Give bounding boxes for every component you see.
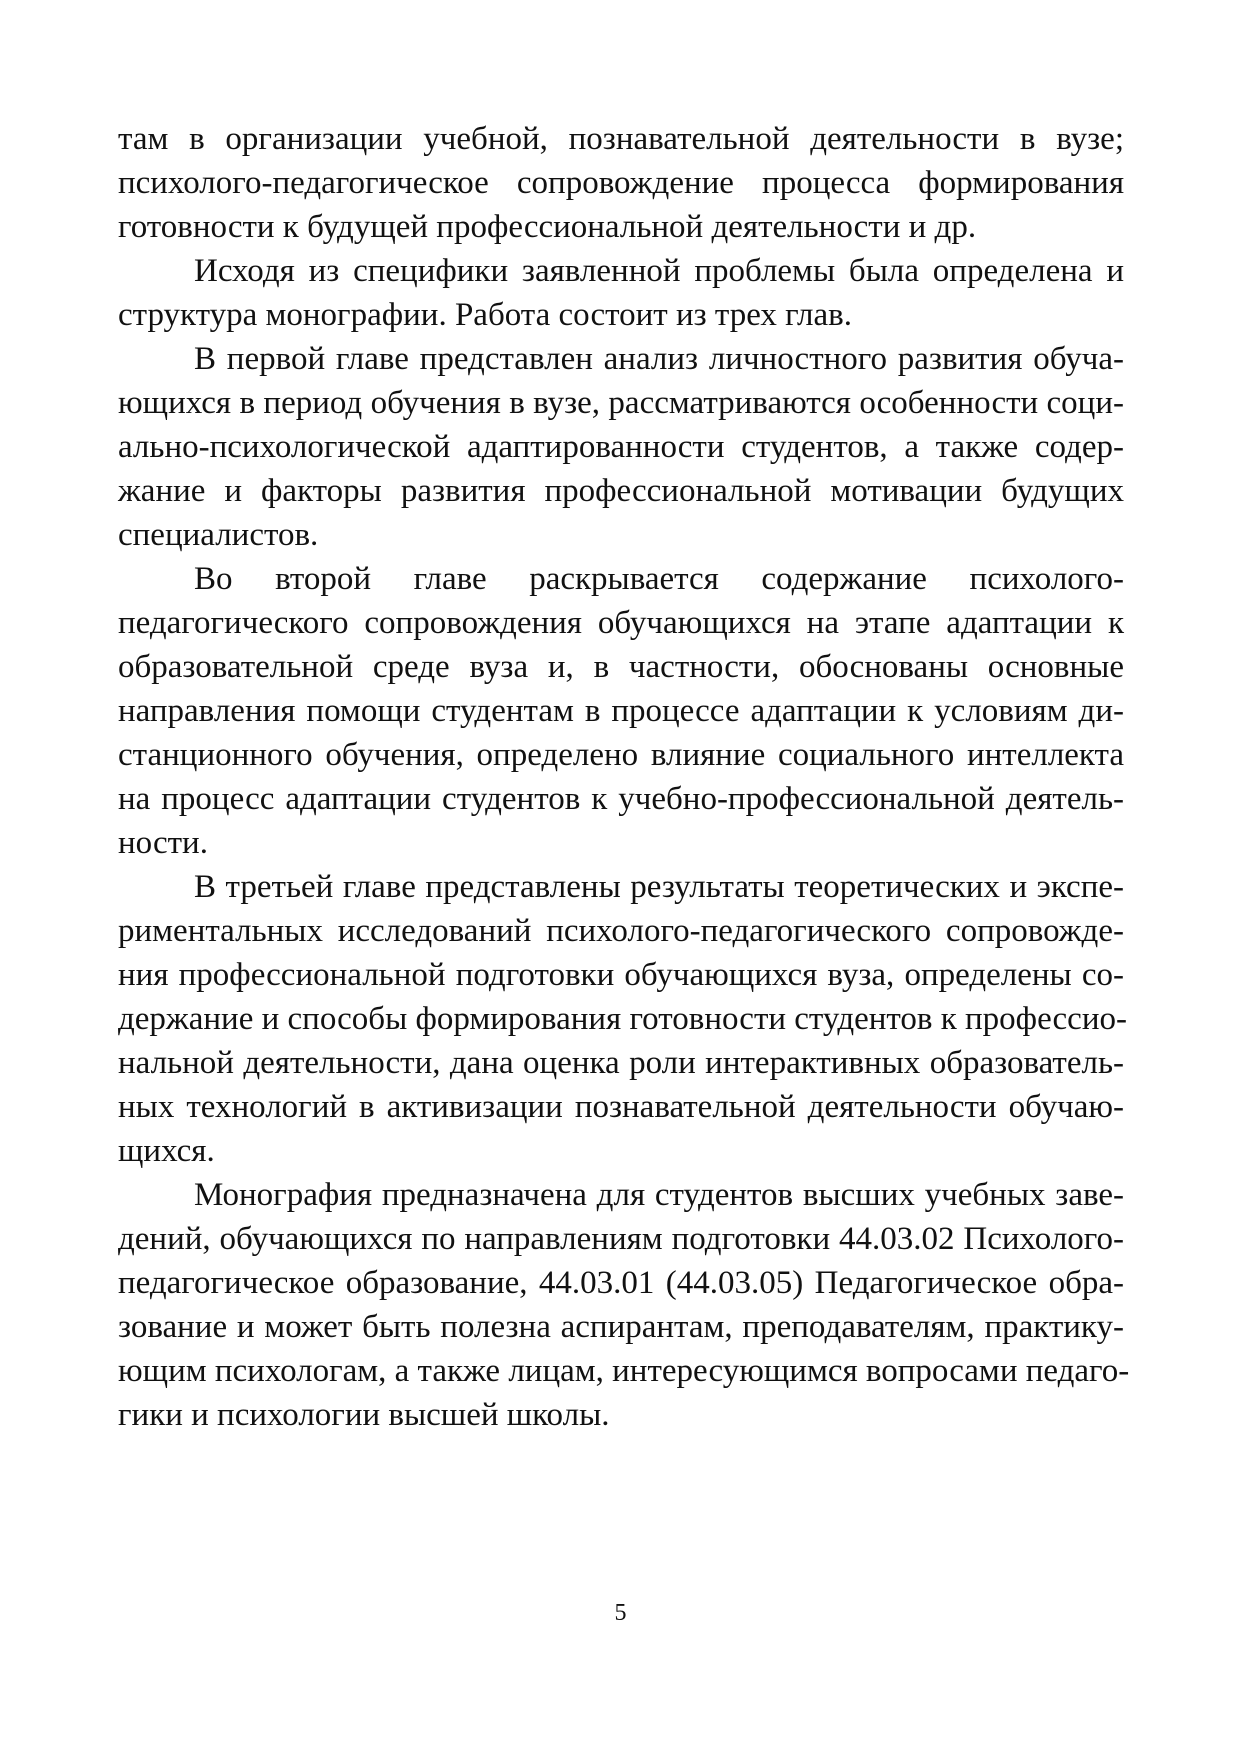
text-line: ности. [118, 825, 208, 861]
page-body [118, 117, 1130, 1437]
text-line: ально-психологической адаптированности студентов, а также содер- [118, 429, 1124, 465]
text-line: образовательной среде вуза и, в частности, обоснованы основные [118, 649, 1124, 685]
text-line: Монография предназначена для студентов высших учебных заве- [194, 1177, 1124, 1213]
text-line: В третьей главе представлены результаты теоретических и экспе- [194, 869, 1124, 905]
paragraph-audience [118, 1173, 1130, 1437]
paragraph-chapter-three [118, 865, 1127, 1173]
text-line: структура монографии. Работа состоит из трех глав. [118, 297, 852, 333]
text-line: ющихся в период обучения в вузе, рассматриваются особенности соци- [118, 385, 1124, 421]
text-line: Исходя из специфики заявленной проблемы была определена и [194, 253, 1124, 289]
paragraph-structure [118, 249, 1124, 337]
text-line: щихся. [118, 1133, 215, 1169]
text-line: ющим психологам, а также лицам, интересующимся вопросами педаго- [118, 1353, 1130, 1389]
text-line: Во второй главе раскрывается содержание психолого- [194, 561, 1124, 597]
text-line: педагогическое образование, 44.03.01 (44.03.05) Педагогическое обра- [118, 1265, 1124, 1301]
text-line: дений, обучающихся по направлениям подготовки 44.03.02 Психолого- [118, 1221, 1124, 1257]
text-line: психолого-педагогическое сопровождение процесса формирования [118, 165, 1124, 201]
text-line: специалистов. [118, 517, 319, 553]
text-line: В первой главе представлен анализ личностного развития обуча- [194, 341, 1124, 377]
text-line: готовности к будущей профессиональной деятельности и др. [118, 209, 977, 245]
text-line: там в организации учебной, познавательной деятельности в вузе; [118, 121, 1124, 157]
text-line: педагогического сопровождения обучающихся на этапе адаптации к [118, 605, 1124, 641]
page-number: 5 [614, 1600, 627, 1626]
text-line: ния профессиональной подготовки обучающихся вуза, определены со- [118, 957, 1124, 993]
text-line: ных технологий в активизации познавательной деятельности обучаю- [118, 1089, 1124, 1125]
text-line: зование и может быть полезна аспирантам, преподавателям, практику- [118, 1309, 1124, 1345]
text-line: гики и психологии высшей школы. [118, 1397, 610, 1433]
text-line: нальной деятельности, дана оценка роли интерактивных образователь- [118, 1045, 1124, 1081]
paragraph-chapter-two [118, 557, 1124, 865]
text-line: держание и способы формирования готовности студентов к профессио- [118, 1001, 1127, 1037]
text-line: станционного обучения, определено влияние социального интеллекта [118, 737, 1124, 773]
text-line: направления помощи студентам в процессе адаптации к условиям ди- [118, 693, 1124, 729]
text-line: на процесс адаптации студентов к учебно-профессиональной деятель- [118, 781, 1124, 817]
text-line: риментальных исследований психолого-педагогического сопровожде- [118, 913, 1124, 949]
text-line: жание и факторы развития профессиональной мотивации будущих [118, 473, 1124, 509]
paragraph-continuation [118, 117, 1124, 249]
paragraph-chapter-one [118, 337, 1124, 557]
